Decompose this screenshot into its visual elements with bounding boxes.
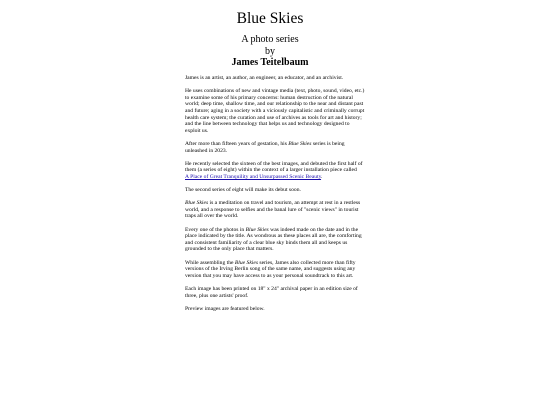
text-segment: is a meditation on travel and tourism, an attempt at rest in a restless world, and a response to selfies and the banal lure of "scenic views" in tourist traps all over the world. (185, 200, 361, 220)
text-segment: Every one of the photos in (185, 226, 246, 233)
text-segment: He recently selected the sixteen of the best images, and debuted the first half of them (a series of eight) within the context of a larger installation piece called (185, 160, 363, 174)
series-name: Blue Skies (245, 226, 269, 233)
article-body (185, 75, 365, 319)
text-segment: series, James also collected more than fifty versions of the Irving Berlin song of the same name, and suggests using any version that you may have access to as your personal soundtrack to this art. (185, 259, 356, 279)
text-segment: . (321, 173, 323, 180)
subtitle-line: A photo series (241, 34, 299, 45)
paragraph-edition: Each image has been printed on 18" x 24" archival paper in an edition size of three, plus one artists' proof. (185, 286, 358, 299)
series-name: Blue Skies (185, 200, 209, 207)
text-segment: series is being unleashed in 2023. (185, 140, 345, 154)
paragraph-gestation (185, 141, 365, 154)
text-segment: was indeed made on the date and in the place indicated by the title. As wondrous as these places all are, the comforting and consistent familiarity of a clear blue sky binds them all and keeps us grounded to the only place that matters. (185, 226, 362, 253)
subtitle-by: by (265, 45, 275, 57)
paragraph-second-series: The second series of eight will make its debut soon. (185, 187, 301, 194)
text-segment: While assembling the (185, 259, 235, 266)
author-name: James Teitelbaum (231, 57, 309, 68)
paragraph-photos (185, 227, 365, 253)
page-subtitle (0, 34, 540, 69)
series-name: Blue Skies (234, 259, 259, 266)
paragraph-debut (185, 161, 365, 181)
paragraph-intro: James is an artist, an author, an engineer, an educator, and an archivist. (185, 75, 344, 81)
page-title: Blue Skies (236, 10, 304, 27)
series-name: Blue Skies (288, 140, 312, 147)
paragraph-meditation (185, 200, 365, 220)
paragraph-preview: Preview images are featured below. (185, 305, 265, 312)
text-segment: After more than fifteen years of gestation, his (185, 140, 289, 147)
installation-link[interactable]: A Place of Great Tranquility and Unsurpassed Scenic Beauty (185, 173, 322, 180)
paragraph-concerns: He uses combinations of new and vintage media (text, photo, sound, video, etc.) to examine some of his primary concerns: human destruction of the natural world; deep time, shallow time, and our relationship to the near and distant past and future; aging in a society with a viciously capitalistic and criminally corrupt health care system; the curation and use of archives as tools for art and history; and the line between technology that helps us and technology designed to exploit us. (185, 88, 365, 134)
paragraph-song (185, 260, 365, 280)
